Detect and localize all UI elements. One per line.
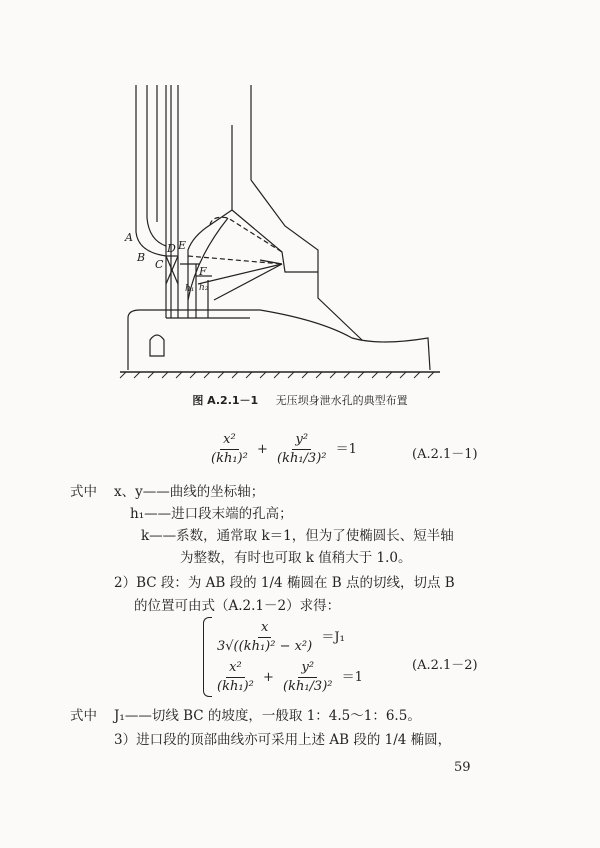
eq2-number: (A.2.1－2) bbox=[412, 658, 478, 673]
where2-lead: 式中 bbox=[70, 708, 97, 724]
eq2-row1-num: x bbox=[258, 620, 271, 638]
caption-text: 无压坝身泄水孔的典型布置 bbox=[275, 394, 408, 407]
dam-outlet-figure bbox=[0, 0, 600, 390]
eq1-num1: x² bbox=[220, 432, 239, 450]
eq1-den2: (kh₁/3)² bbox=[277, 451, 327, 466]
eq1-number: (A.2.1－1) bbox=[412, 447, 478, 462]
eq2-row2-rhs: ＝1 bbox=[341, 670, 363, 685]
caption-number: 图 A.2.1－1 bbox=[192, 394, 259, 407]
label-C: C bbox=[155, 258, 164, 271]
equation-1: $\frac{\text{x²}}{\text{(kh₁)²}}$ + $\frac{\text{y²}}{\text{(kh₁/3)²}}$ ＝1 bbox=[206, 432, 357, 467]
item3-line1: 3）进口段的顶部曲线亦可采用上述 AB 段的 1/4 椭圆， bbox=[114, 732, 452, 748]
eq2-row1-den: 3√((kh₁)² − x²) bbox=[217, 639, 313, 654]
eq2-brace bbox=[203, 617, 212, 697]
item2-line2: 的位置可由式（A.2.1－2）求得： bbox=[134, 598, 341, 614]
label-E: E bbox=[178, 239, 187, 252]
eq1-rhs: ＝1 bbox=[335, 442, 357, 457]
label-F: F bbox=[199, 265, 207, 278]
label-h2: h₂ bbox=[199, 283, 209, 293]
where1-line1: x、y——曲线的坐标轴； bbox=[114, 484, 265, 500]
where1-lead: 式中 bbox=[70, 484, 97, 500]
label-A: A bbox=[125, 231, 133, 244]
equation-2-row2: $\frac{\text{x²}}{\text{(kh₁)²}}$ + $\frac{\text{y²}}{\text{(kh₁/3)²}}$ ＝1 bbox=[212, 660, 363, 695]
label-D: D bbox=[167, 242, 176, 255]
where1-line3: k——系数，通常取 k＝1，但为了使椭圆长、短半轴 bbox=[141, 528, 454, 544]
equation-2-row1 bbox=[212, 620, 345, 655]
floor-block bbox=[128, 310, 430, 370]
eq2-row2-den2: (kh₁/3)² bbox=[283, 679, 333, 694]
eq1-num2: y² bbox=[292, 432, 311, 450]
eq2-row2-num2: y² bbox=[298, 660, 317, 678]
eq2-row2-num1: x² bbox=[226, 660, 245, 678]
label-h1: h₁ bbox=[185, 284, 195, 294]
where2-line1: J₁——切线 BC 的坡度，一般取 1：4.5～1：6.5。 bbox=[114, 708, 421, 724]
eq1-den1: (kh₁)² bbox=[211, 451, 248, 466]
figure-caption bbox=[0, 392, 600, 408]
eq2-row2-den1: (kh₁)² bbox=[217, 679, 254, 694]
label-B: B bbox=[137, 251, 146, 264]
eq2-row1-rhs: ＝J₁ bbox=[321, 630, 345, 645]
gallery-outline bbox=[150, 335, 164, 356]
where1-line2: h₁——进口段末端的孔高； bbox=[130, 506, 293, 522]
where1-line4: 为整数，有时也可取 k 值稍大于 1.0。 bbox=[180, 550, 412, 566]
item2-line1: 2）BC 段：为 AB 段的 1/4 椭圆在 B 点的切线，切点 B bbox=[114, 575, 455, 591]
page-number: 59 bbox=[454, 760, 471, 775]
